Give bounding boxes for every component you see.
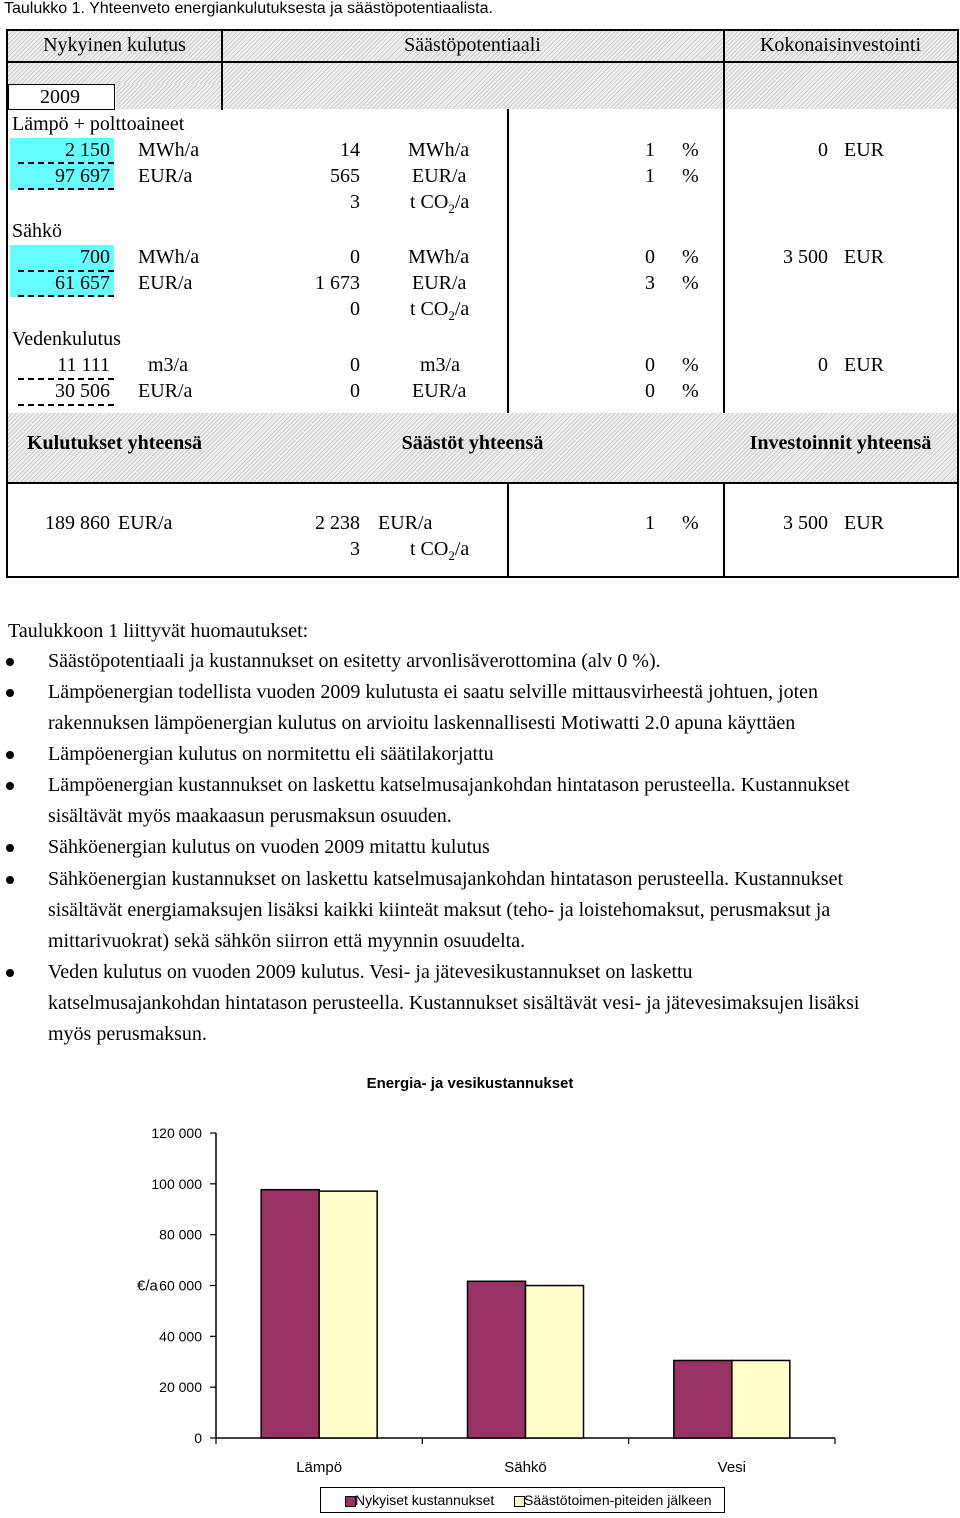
water-invest-unit: EUR <box>844 354 884 376</box>
water-pct-2-unit: % <box>682 380 699 402</box>
hatch-area-top-right <box>724 63 957 109</box>
water-label: Vedenkulutus <box>12 328 121 350</box>
total-savings-co2: 3 <box>350 538 360 560</box>
water-m3-unit: m3/a <box>148 354 188 376</box>
el-saving-co2: 0 <box>350 298 360 320</box>
y-tick-label: 40 000 <box>159 1328 202 1345</box>
table-caption: Taulukko 1. Yhteenveto energiankulutuksesta ja säästöpotentiaalista. <box>4 0 493 17</box>
total-savings: 2 238 <box>315 512 360 534</box>
total-pct: 1 <box>645 512 655 534</box>
el-invest-unit: EUR <box>844 246 884 268</box>
water-pct-1: 0 <box>645 354 655 376</box>
el-invest: 3 500 <box>783 246 828 268</box>
note-line-12: katselmusajankohdan hintatason perusteella. Kustannukset sisältävät vesi- ja jätevesimaksujen lisäksi <box>48 992 860 1014</box>
chart-legend <box>320 1487 725 1513</box>
el-saving-mwh: 0 <box>350 246 360 268</box>
el-saving-eur: 1 673 <box>315 272 360 294</box>
total-consumption: 189 860 <box>45 512 110 534</box>
table-frame <box>6 29 959 578</box>
heat-saving-co2: 3 <box>350 191 360 213</box>
heat-saving-mwh: 14 <box>340 139 360 161</box>
header-potential: Säästöpotentiaali <box>404 34 541 56</box>
heat-saving-eur-unit: EUR/a <box>412 165 467 187</box>
hatch-area-top-mid <box>222 63 723 109</box>
el-eur-value: 61 657 <box>55 272 110 294</box>
bullet-3 <box>6 751 14 759</box>
y-tick-label: 80 000 <box>159 1226 202 1243</box>
note-line-11: Veden kulutus on vuoden 2009 kulutus. Vesi- ja jätevesikustannukset on laskettu <box>48 961 693 983</box>
header-investment: Kokonaisinvestointi <box>759 34 922 56</box>
header-current: Nykyinen kulutus <box>43 34 186 56</box>
heat-mwh-unit: MWh/a <box>138 139 200 161</box>
x-tick-label: Vesi <box>717 1459 747 1476</box>
water-invest: 0 <box>818 354 828 376</box>
heat-pct-1: 1 <box>645 139 655 161</box>
water-eur-value: 30 506 <box>55 380 110 402</box>
chart-title: Energia- ja vesikustannukset <box>366 1075 574 1092</box>
totals-header-consumption: Kulutukset yhteensä <box>26 432 203 454</box>
note-line-5: Lämpöenergian kustannukset on laskettu katselmusajankohdan hintatason perusteella. Kustannukset <box>48 774 850 796</box>
total-savings-unit: EUR/a <box>378 512 433 534</box>
el-pct-2: 3 <box>645 272 655 294</box>
water-saving-eur-unit: EUR/a <box>412 380 467 402</box>
bar-lämpö-after <box>319 1191 377 1438</box>
heat-invest-unit: EUR <box>844 139 884 161</box>
bullet-6 <box>6 876 14 884</box>
note-line-3: rakennuksen lämpöenergian kulutus on arvioitu laskennallisesti Motiwatti 2.0 apuna käyttäen <box>48 712 796 734</box>
heat-saving-mwh-unit: MWh/a <box>408 139 470 161</box>
note-line-1: Säästöpotentiaali ja kustannukset on esitetty arvonlisäverottomina (alv 0 %). <box>48 650 661 672</box>
water-pct-2: 0 <box>645 380 655 402</box>
bar-sähkö-after <box>526 1286 584 1438</box>
year-label: 2009 <box>40 86 80 108</box>
heat-mwh-value: 2 150 <box>65 139 110 161</box>
el-mwh-value: 700 <box>80 246 110 268</box>
el-saving-eur-unit: EUR/a <box>412 272 467 294</box>
note-line-9: sisältävät energiamaksujen lisäksi kaikki kiinteät maksut (teho- ja loistehomaksut, perusmaksut ja <box>48 899 831 921</box>
note-line-10: mittarivuokrat) sekä sähkön siirron että myynnin osuudelta. <box>48 930 526 952</box>
el-eur-unit: EUR/a <box>138 272 193 294</box>
total-consumption-unit: EUR/a <box>118 512 173 534</box>
heat-saving-co2-unit: t $CO_2/a$ <box>410 191 470 216</box>
heat-pct-2: 1 <box>645 165 655 187</box>
y-axis-label: €/a <box>137 1277 158 1295</box>
y-tick-label: 120 000 <box>151 1125 202 1141</box>
note-line-13: myös perusmaksun. <box>48 1023 207 1045</box>
total-invest-unit: EUR <box>844 512 884 534</box>
bar-vesi-after <box>732 1360 790 1438</box>
el-mwh-unit: MWh/a <box>138 246 200 268</box>
bullet-7 <box>6 969 14 977</box>
heat-eur-unit: EUR/a <box>138 165 193 187</box>
hatch-area-top-left <box>8 63 221 84</box>
water-saving-eur: 0 <box>350 380 360 402</box>
water-eur-unit: EUR/a <box>138 380 193 402</box>
water-saving-m3: 0 <box>350 354 360 376</box>
legend-label-current: Nykyiset kustannukset <box>355 1492 495 1508</box>
heat-label: Lämpö + polttoaineet <box>12 113 185 135</box>
total-pct-unit: % <box>682 512 699 534</box>
heat-invest: 0 <box>818 139 828 161</box>
el-saving-co2-unit: t $CO_2/a$ <box>410 298 470 323</box>
y-tick-label: 20 000 <box>159 1379 202 1396</box>
water-pct-1-unit: % <box>682 354 699 376</box>
heat-saving-eur: 565 <box>330 165 360 187</box>
note-line-4: Lämpöenergian kulutus on normitettu eli säätilakorjattu <box>48 743 494 765</box>
total-savings-co2-unit: t $CO_2/a$ <box>410 538 470 563</box>
note-line-7: Sähköenergian kulutus on vuoden 2009 mitattu kulutus <box>48 836 490 858</box>
water-m3-value: 11 111 <box>57 354 110 376</box>
y-tick-label: 60 000 <box>159 1277 202 1294</box>
el-pct-2-unit: % <box>682 272 699 294</box>
bullet-5 <box>6 844 14 852</box>
electricity-label: Sähkö <box>12 220 62 242</box>
el-saving-mwh-unit: MWh/a <box>408 246 470 268</box>
notes-title: Taulukkoon 1 liittyvät huomautukset: <box>8 620 309 642</box>
bar-sähkö-current <box>468 1281 526 1438</box>
bar-lämpö-current <box>261 1190 319 1438</box>
note-line-8: Sähköenergian kustannukset on laskettu katselmusajankohdan hintatason perusteella. Kustannukset <box>48 868 844 890</box>
totals-header-savings: Säästöt yhteensä <box>401 432 544 454</box>
heat-eur-value: 97 697 <box>55 165 110 187</box>
totals-header-investments: Investoinnit yhteensä <box>749 432 932 454</box>
legend-label-after: Säästötoimen-piteiden jälkeen <box>524 1492 712 1508</box>
water-saving-m3-unit: m3/a <box>420 354 460 376</box>
bullet-2 <box>6 689 14 697</box>
y-tick-label: 0 <box>194 1430 202 1446</box>
el-pct-1-unit: % <box>682 246 699 268</box>
bullet-4 <box>6 782 14 790</box>
total-invest: 3 500 <box>783 512 828 534</box>
bullet-1 <box>6 658 14 666</box>
bar-vesi-current <box>674 1360 732 1438</box>
heat-pct-2-unit: % <box>682 165 699 187</box>
x-tick-label: Sähkö <box>504 1459 547 1476</box>
y-tick-label: 100 000 <box>151 1175 202 1192</box>
heat-pct-1-unit: % <box>682 139 699 161</box>
x-tick-label: Lämpö <box>296 1459 343 1476</box>
note-line-6: sisältävät myös maakaasun perusmaksun osuuden. <box>48 805 452 827</box>
el-pct-1: 0 <box>645 246 655 268</box>
note-line-2: Lämpöenergian todellista vuoden 2009 kulutusta ei saatu selville mittausvirheestä johtuen, joten <box>48 681 819 703</box>
